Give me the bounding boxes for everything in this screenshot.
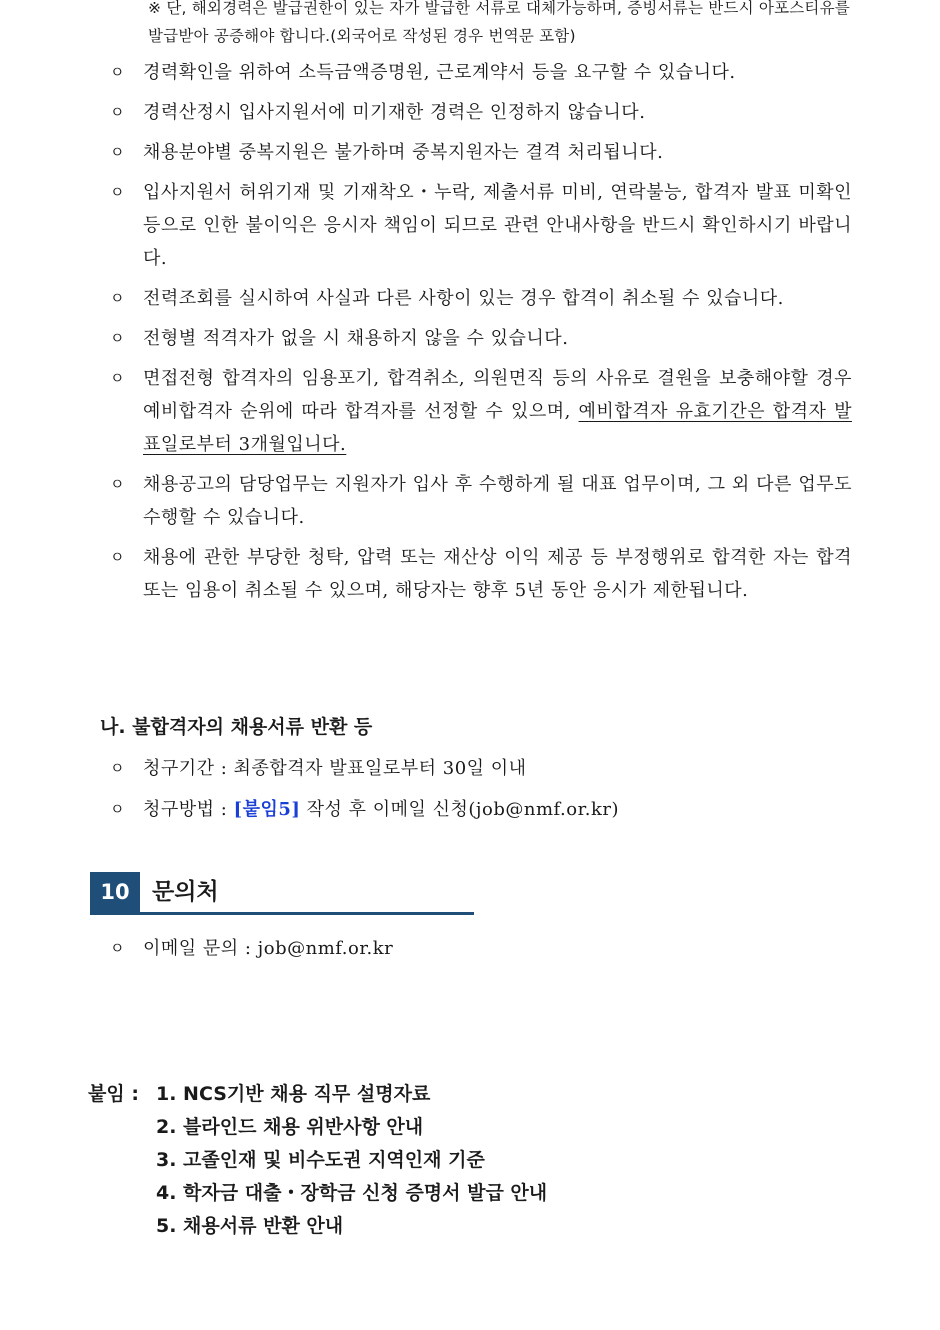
list-item: [110, 282, 852, 315]
claim-method-prefix: 청구방법 :: [143, 799, 234, 820]
bullet-text: 경력산정시 입사지원서에 미기재한 경력은 인정하지 않습니다.: [143, 102, 646, 123]
bullet-marker: ㅇ: [110, 329, 125, 347]
bullet-marker: ㅇ: [110, 143, 125, 161]
bullet-marker: ㅇ: [110, 800, 125, 818]
bullet-text: 경력확인을 위하여 소득금액증명원, 근로계약서 등을 요구할 수 있습니다.: [143, 62, 736, 83]
bullet-text: 채용분야별 중복지원은 불가하며 중복지원자는 결격 처리됩니다.: [143, 142, 664, 163]
bullet-marker: ㅇ: [110, 183, 125, 201]
list-item: [88, 1210, 547, 1243]
bullet-text: 전형별 적격자가 없을 시 채용하지 않을 수 있습니다.: [143, 328, 569, 349]
bullet-marker: ㅇ: [110, 475, 125, 493]
list-item: [88, 1111, 547, 1144]
list-item: [110, 793, 852, 826]
claim-method-suffix: 작성 후 이메일 신청(job@nmf.or.kr): [300, 799, 619, 820]
list-item: [110, 136, 852, 169]
bullet-text: 채용공고의 담당업무는 지원자가 입사 후 수행하게 될 대표 업무이며, 그 외 다른 업무도 수행할 수 있습니다.: [143, 474, 852, 528]
list-item: [110, 322, 852, 355]
reserve-validity-underlined: 예비합격자 유효기간은 합격자 발표일로부터 3개월입니다.: [143, 401, 852, 455]
list-item: [110, 56, 852, 89]
notice-bullet-list: [110, 56, 852, 614]
return-docs-list: [110, 752, 852, 834]
bullet-text: [143, 362, 852, 461]
attachment5-reference: [붙임5]: [233, 799, 301, 820]
contact-list: [110, 932, 852, 972]
bullet-text: 전력조회를 실시하여 사실과 다른 사항이 있는 경우 합격이 취소될 수 있습니다.: [143, 288, 784, 309]
attachment-item: 2. 블라인드 채용 위반사항 안내: [156, 1116, 424, 1138]
list-item: [88, 1177, 547, 1210]
bullet-text-main: 면접전형 합격자의 임용포기, 합격취소, 의원면직 등의 사유로 결원을 보충해야할 경우 예비합격자 순위에 따라 합격자를 선정할 수 있으며,: [143, 368, 852, 422]
attachment-item: 1. NCS기반 채용 직무 설명자료: [156, 1083, 431, 1105]
section-10-heading: [90, 872, 474, 915]
list-item: [88, 1144, 547, 1177]
bullet-marker: ㅇ: [110, 759, 125, 777]
list-item: [88, 1078, 547, 1111]
list-item: [110, 176, 852, 275]
list-item: [110, 468, 852, 534]
attachment-item: 4. 학자금 대출・장학금 신청 증명서 발급 안내: [156, 1182, 548, 1204]
bullet-marker: ㅇ: [110, 548, 125, 566]
overseas-career-note: ※ 단, 해외경력은 발급권한이 있는 자가 발급한 서류로 대체가능하며, 증빙서류는 반드시 아포스티유를 발급받아 공증해야 합니다.(외국어로 작성된 경우 번역문 포함): [148, 0, 850, 45]
bullet-text: 채용에 관한 부당한 청탁, 압력 또는 재산상 이익 제공 등 부정행위로 합격한 자는 합격 또는 임용이 취소될 수 있으며, 해당자는 향후 5년 동안 응시가 제한됩니다.: [143, 547, 852, 601]
section-number-badge: 10: [90, 872, 140, 912]
claim-method-text: [143, 793, 852, 826]
email-contact-text: 이메일 문의 : job@nmf.or.kr: [143, 938, 394, 959]
attachments-list: [88, 1078, 547, 1243]
section-title: 문의처: [152, 879, 219, 905]
bullet-marker: ㅇ: [110, 939, 125, 957]
bullet-marker: ㅇ: [110, 369, 125, 387]
list-item: [110, 932, 852, 965]
bullet-text: 입사지원서 허위기재 및 기재착오・누락, 제출서류 미비, 연락불능, 합격자 발표 미확인 등으로 인한 불이익은 응시자 책임이 되므로 관련 안내사항을 반드시 확인하시기 바랍니다.: [143, 182, 852, 269]
list-item: [110, 752, 852, 785]
attachment-item: 3. 고졸인재 및 비수도권 지역인재 기준: [156, 1149, 485, 1171]
bullet-marker: ㅇ: [110, 103, 125, 121]
attachment-item: 5. 채용서류 반환 안내: [156, 1215, 344, 1237]
list-item: [110, 96, 852, 129]
list-item: [110, 541, 852, 607]
subsection-heading: 나. 불합격자의 채용서류 반환 등: [100, 716, 373, 738]
bullet-marker: ㅇ: [110, 289, 125, 307]
attachments-label: 붙임 :: [88, 1083, 139, 1105]
claim-period-text: 청구기간 : 최종합격자 발표일로부터 30일 이내: [143, 758, 527, 779]
list-item: [110, 362, 852, 461]
bullet-marker: ㅇ: [110, 63, 125, 81]
